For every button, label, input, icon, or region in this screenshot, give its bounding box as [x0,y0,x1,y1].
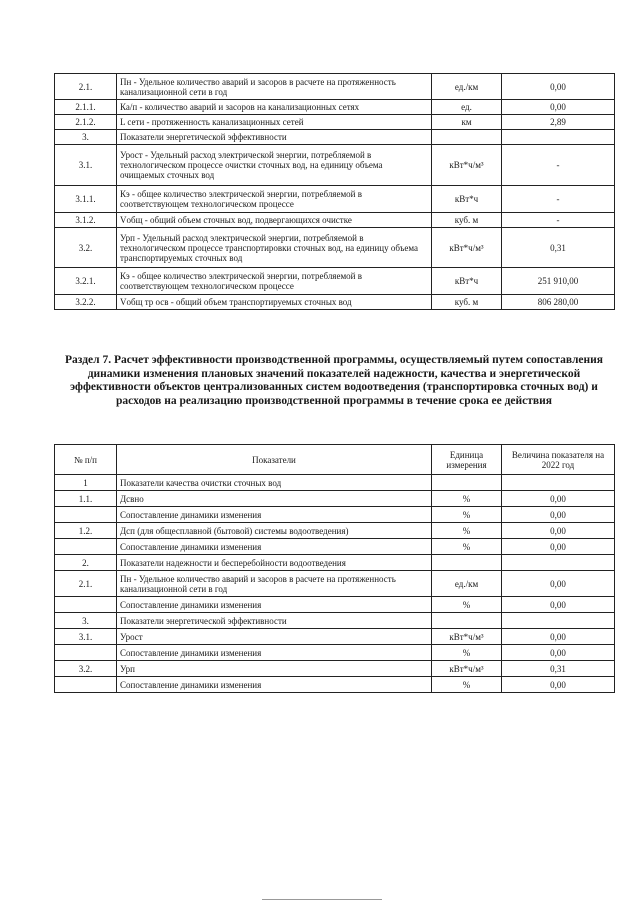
value-cell: 251 910,00 [502,268,615,295]
section-title: Раздел 7. Расчет эффективности производственной программы, осуществляемый путем сопоставления динамики изменения плановых значений показателей надежности, качества и энергетической эффективности объектов централизованных систем водоотведения (транспортировка сточных вод) и расходов на реализацию производственной программы в течение срока ее действия [65,354,603,407]
row-number: 3.2. [55,228,117,268]
row-number: 3. [55,613,117,629]
row-number: 3.1. [55,145,117,186]
indicator-text: Сопоставление динамики изменения [117,645,432,661]
table-row [55,661,615,677]
value-cell: 0,00 [502,74,615,100]
row-number: 3.1.1. [55,186,117,213]
table-row [55,491,615,507]
unit-cell: % [432,523,502,539]
unit-cell: кВт*ч/м³ [432,661,502,677]
row-number [55,507,117,523]
row-number: 3.2.2. [55,295,117,310]
unit-cell: ед./км [432,571,502,597]
indicator-text: Урост - Удельный расход электрической энергии, потребляемой в технологическом процессе очистки сточных вод, на единицу объема очищаемых сточных вод [117,145,432,186]
indicator-text: Кэ - общее количество электрической энергии, потребляемой в соответствующем технологическом процессе [117,268,432,295]
table-row [55,613,615,629]
indicator-text: Сопоставление динамики изменения [117,597,432,613]
indicator-text: Показатели энергетической эффективности [117,130,432,145]
unit-cell: % [432,539,502,555]
row-number [55,597,117,613]
value-cell: 806 280,00 [502,295,615,310]
indicator-text: Показатели надежности и бесперебойности водоотведения [117,555,432,571]
indicator-text: Сопоставление динамики изменения [117,507,432,523]
value-cell [502,475,615,491]
indicator-text: Показатели энергетической эффективности [117,613,432,629]
row-number: 2.1.1. [55,100,117,115]
row-number: 3.1.2. [55,213,117,228]
table-row [55,555,615,571]
value-cell [502,613,615,629]
unit-cell [432,613,502,629]
row-number: 3.2. [55,661,117,677]
indicator-text: Дсвно [117,491,432,507]
value-cell [502,130,615,145]
table-row [55,571,615,597]
unit-cell [432,130,502,145]
table-row [55,115,615,130]
indicator-text: Пн - Удельное количество аварий и засоров в расчете на протяженность канализационной сети в год [117,74,432,100]
indicator-text: Пн - Удельное количество аварий и засоров в расчете на протяженность канализационной сети в год [117,571,432,597]
row-number: 3. [55,130,117,145]
row-number: 1.2. [55,523,117,539]
table-row [55,507,615,523]
table-row [55,597,615,613]
energy-indicators-table [54,73,615,310]
value-cell: 0,31 [502,228,615,268]
header-unit: Единица измерения [432,445,502,475]
header-name: Показатели [117,445,432,475]
indicator-text: Vобщ тр осв - общий объем транспортируемых сточных вод [117,295,432,310]
unit-cell: % [432,507,502,523]
unit-cell: км [432,115,502,130]
indicator-text: Дсп (для общесплавной (бытовой) системы водоотведения) [117,523,432,539]
unit-cell [432,555,502,571]
indicator-text: Урп [117,661,432,677]
unit-cell: куб. м [432,213,502,228]
unit-cell: ед. [432,100,502,115]
value-cell: 0,00 [502,100,615,115]
table-row [55,539,615,555]
table-row [55,130,615,145]
value-cell: 0,31 [502,661,615,677]
table-row [55,629,615,645]
row-number: 3.2.1. [55,268,117,295]
table-row [55,213,615,228]
row-number [55,539,117,555]
unit-cell: % [432,645,502,661]
value-cell: 0,00 [502,645,615,661]
value-cell [502,555,615,571]
row-number: 1 [55,475,117,491]
row-number: 2.1.2. [55,115,117,130]
unit-cell [432,475,502,491]
table-row [55,74,615,100]
table-row [55,228,615,268]
value-cell: 0,00 [502,629,615,645]
row-number [55,645,117,661]
value-cell: - [502,213,615,228]
indicator-text: L сети - протяженность канализационных сетей [117,115,432,130]
indicator-text: Сопоставление динамики изменения [117,539,432,555]
table-row [55,645,615,661]
efficiency-table [54,444,615,693]
table-row [55,268,615,295]
indicator-text: Урост [117,629,432,645]
row-number: 1.1. [55,491,117,507]
header-num: № п/п [55,445,117,475]
value-cell: 0,00 [502,507,615,523]
table-row [55,475,615,491]
indicator-text: Сопоставление динамики изменения [117,677,432,693]
indicator-text: Ка/п - количество аварий и засоров на канализационных сетях [117,100,432,115]
table-row [55,186,615,213]
table-header-row [55,445,615,475]
value-cell: 0,00 [502,523,615,539]
row-number: 2.1. [55,571,117,597]
unit-cell: кВт*ч [432,268,502,295]
value-cell: - [502,145,615,186]
indicator-text: Vобщ - общий объем сточных вод, подвергающихся очистке [117,213,432,228]
page-bottom-rule [262,899,382,900]
unit-cell: % [432,491,502,507]
unit-cell: кВт*ч [432,186,502,213]
value-cell: 0,00 [502,571,615,597]
row-number: 3.1. [55,629,117,645]
unit-cell: % [432,597,502,613]
unit-cell: ед./км [432,74,502,100]
row-number [55,677,117,693]
unit-cell: кВт*ч/м³ [432,629,502,645]
value-cell: 0,00 [502,597,615,613]
value-cell: 0,00 [502,677,615,693]
table-row [55,677,615,693]
value-cell: 0,00 [502,539,615,555]
indicator-text: Показатели качества очистки сточных вод [117,475,432,491]
value-cell: 2,89 [502,115,615,130]
unit-cell: % [432,677,502,693]
table-row [55,145,615,186]
value-cell: 0,00 [502,491,615,507]
row-number: 2.1. [55,74,117,100]
value-cell: - [502,186,615,213]
table-row [55,295,615,310]
header-value: Величина показателя на 2022 год [502,445,615,475]
unit-cell: кВт*ч/м³ [432,228,502,268]
row-number: 2. [55,555,117,571]
indicator-text: Кэ - общее количество электрической энергии, потребляемой в соответствующем технологическом процессе [117,186,432,213]
indicator-text: Урп - Удельный расход электрической энергии, потребляемой в технологическом процессе транспортировки сточных вод, на единицу объема транспортируемых сточных вод [117,228,432,268]
unit-cell: куб. м [432,295,502,310]
unit-cell: кВт*ч/м³ [432,145,502,186]
table-row [55,100,615,115]
table-row [55,523,615,539]
